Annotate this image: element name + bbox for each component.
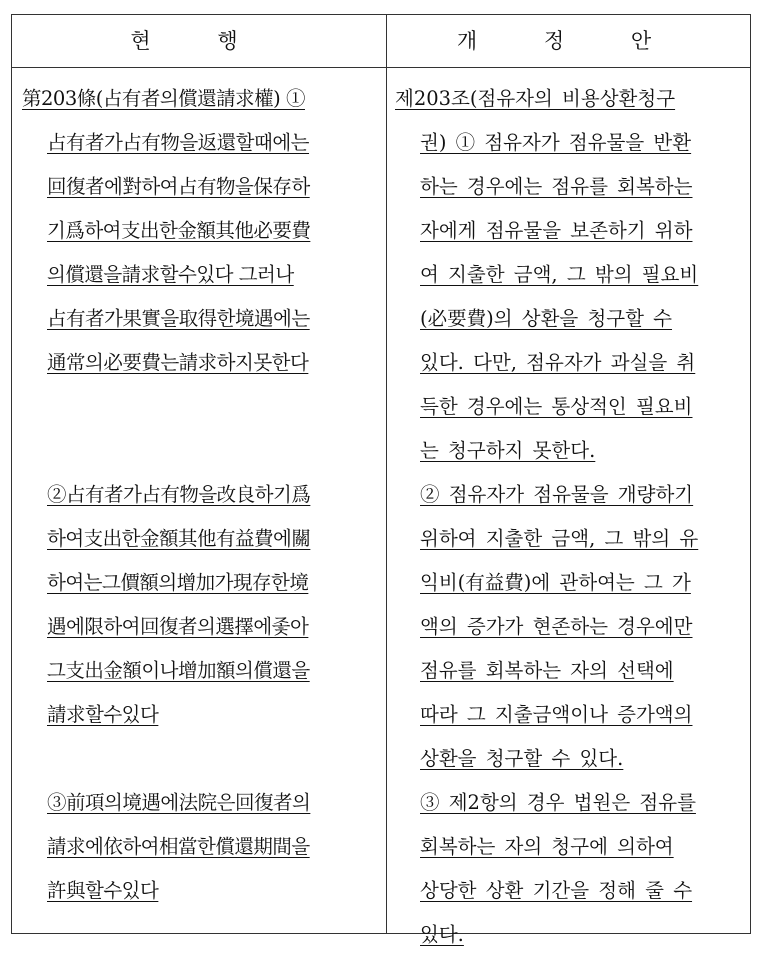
- revised-text: 있다.: [420, 923, 464, 946]
- revised-text: 익비(有益費)에 관하여는 그 가: [420, 571, 691, 594]
- revised-line: [395, 781, 745, 825]
- current-text: 占有者가占有物을返還할때에는: [47, 131, 310, 154]
- current-text: 하여는그價額의增加가現存한境: [47, 571, 309, 594]
- revised-text: 있다. 다만, 점유자가 과실을 취: [420, 351, 696, 374]
- blank-line: [22, 737, 380, 781]
- revised-line: [395, 253, 745, 297]
- revised-line: [395, 341, 745, 385]
- revised-line: [395, 165, 745, 209]
- current-text: 請求할수있다: [47, 703, 159, 726]
- current-text: 許與할수있다: [47, 879, 159, 902]
- current-text: ②占有者가占有物을改良하기爲: [47, 483, 311, 506]
- revised-line: [395, 209, 745, 253]
- current-line: [22, 209, 380, 253]
- revised-text: 점유를 회복하는 자의 선택에: [420, 659, 674, 682]
- current-text: 하여支出한金額其他有益費에關: [47, 527, 311, 550]
- current-text: 占有者가果實을取得한境遇에는: [47, 307, 310, 330]
- revised-text: 제203조(점유자의 비용상환청구: [395, 87, 676, 110]
- revised-line: [395, 429, 745, 473]
- current-line: [22, 781, 380, 825]
- current-text-column: [22, 77, 380, 913]
- revised-line: [395, 605, 745, 649]
- revised-text: 회복하는 자의 청구에 의하여: [420, 835, 674, 858]
- current-line: [22, 561, 380, 605]
- current-line: [22, 517, 380, 561]
- revised-text: 득한 경우에는 통상적인 필요비: [420, 395, 693, 418]
- revised-text: 하는 경우에는 점유를 회복하는: [420, 175, 693, 198]
- revised-line: [395, 77, 745, 121]
- header-current: 현 행: [130, 29, 268, 53]
- current-line: [22, 473, 380, 517]
- revised-text: 상당한 상환 기간을 정해 줄 수: [420, 879, 693, 902]
- current-line: [22, 825, 380, 869]
- revised-text: 여 지출한 금액, 그 밖의 필요비: [420, 263, 699, 286]
- current-line: [22, 121, 380, 165]
- current-text: 의償還을請求할수있다 그러나: [47, 263, 294, 286]
- revised-line: [395, 517, 745, 561]
- revised-line: [395, 913, 745, 957]
- current-text: 遇에限하여回復者의選擇에좇아: [47, 615, 309, 638]
- revised-text: (必要費)의 상환을 청구할 수: [420, 307, 673, 330]
- header-divider: [12, 67, 750, 68]
- revised-line: [395, 385, 745, 429]
- current-line: [22, 341, 380, 385]
- current-text: 第203條(占有者의償還請求權) ①: [22, 87, 305, 110]
- current-text: 通常의必要費는請求하지못한다: [47, 351, 309, 374]
- current-line: [22, 297, 380, 341]
- header-revised: 개 정 안: [456, 29, 682, 53]
- revised-line: [395, 473, 745, 517]
- revised-text: 상환을 청구할 수 있다.: [420, 747, 624, 770]
- revised-text-column: [395, 77, 745, 957]
- current-line: [22, 649, 380, 693]
- blank-line: [22, 429, 380, 473]
- current-line: [22, 77, 380, 121]
- revised-text: 따라 그 지출금액이나 증가액의: [420, 703, 693, 726]
- current-line: [22, 165, 380, 209]
- current-line: [22, 605, 380, 649]
- revised-line: [395, 869, 745, 913]
- revised-line: [395, 297, 745, 341]
- current-line: [22, 693, 380, 737]
- revised-text: 위하여 지출한 금액, 그 밖의 유: [420, 527, 699, 550]
- revised-line: [395, 649, 745, 693]
- revised-text: ② 점유자가 점유물을 개량하기: [420, 483, 694, 506]
- revised-text: 는 청구하지 못한다.: [420, 439, 596, 462]
- current-text: ③前項의境遇에法院은回復者의: [47, 791, 311, 814]
- current-line: [22, 869, 380, 913]
- current-text: 請求에依하여相當한償還期間을: [47, 835, 310, 858]
- revised-text: 액의 증가가 현존하는 경우에만: [420, 615, 693, 638]
- revised-line: [395, 737, 745, 781]
- revised-line: [395, 121, 745, 165]
- blank-line: [22, 385, 380, 429]
- comparison-table: [11, 14, 751, 946]
- revised-line: [395, 693, 745, 737]
- revised-line: [395, 561, 745, 605]
- revised-text: 자에게 점유물을 보존하기 위하: [420, 219, 693, 242]
- revised-text: 권) ① 점유자가 점유물을 반환: [420, 131, 692, 154]
- current-text: 回復者에對하여占有物을保存하: [47, 175, 310, 198]
- current-line: [22, 253, 380, 297]
- revised-line: [395, 825, 745, 869]
- column-divider: [386, 15, 387, 933]
- revised-text: ③ 제2항의 경우 법원은 점유를: [420, 791, 696, 814]
- current-text: 기爲하여支出한金額其他必要費: [47, 219, 311, 242]
- current-text: 그支出金額이나增加額의償還을: [47, 659, 310, 682]
